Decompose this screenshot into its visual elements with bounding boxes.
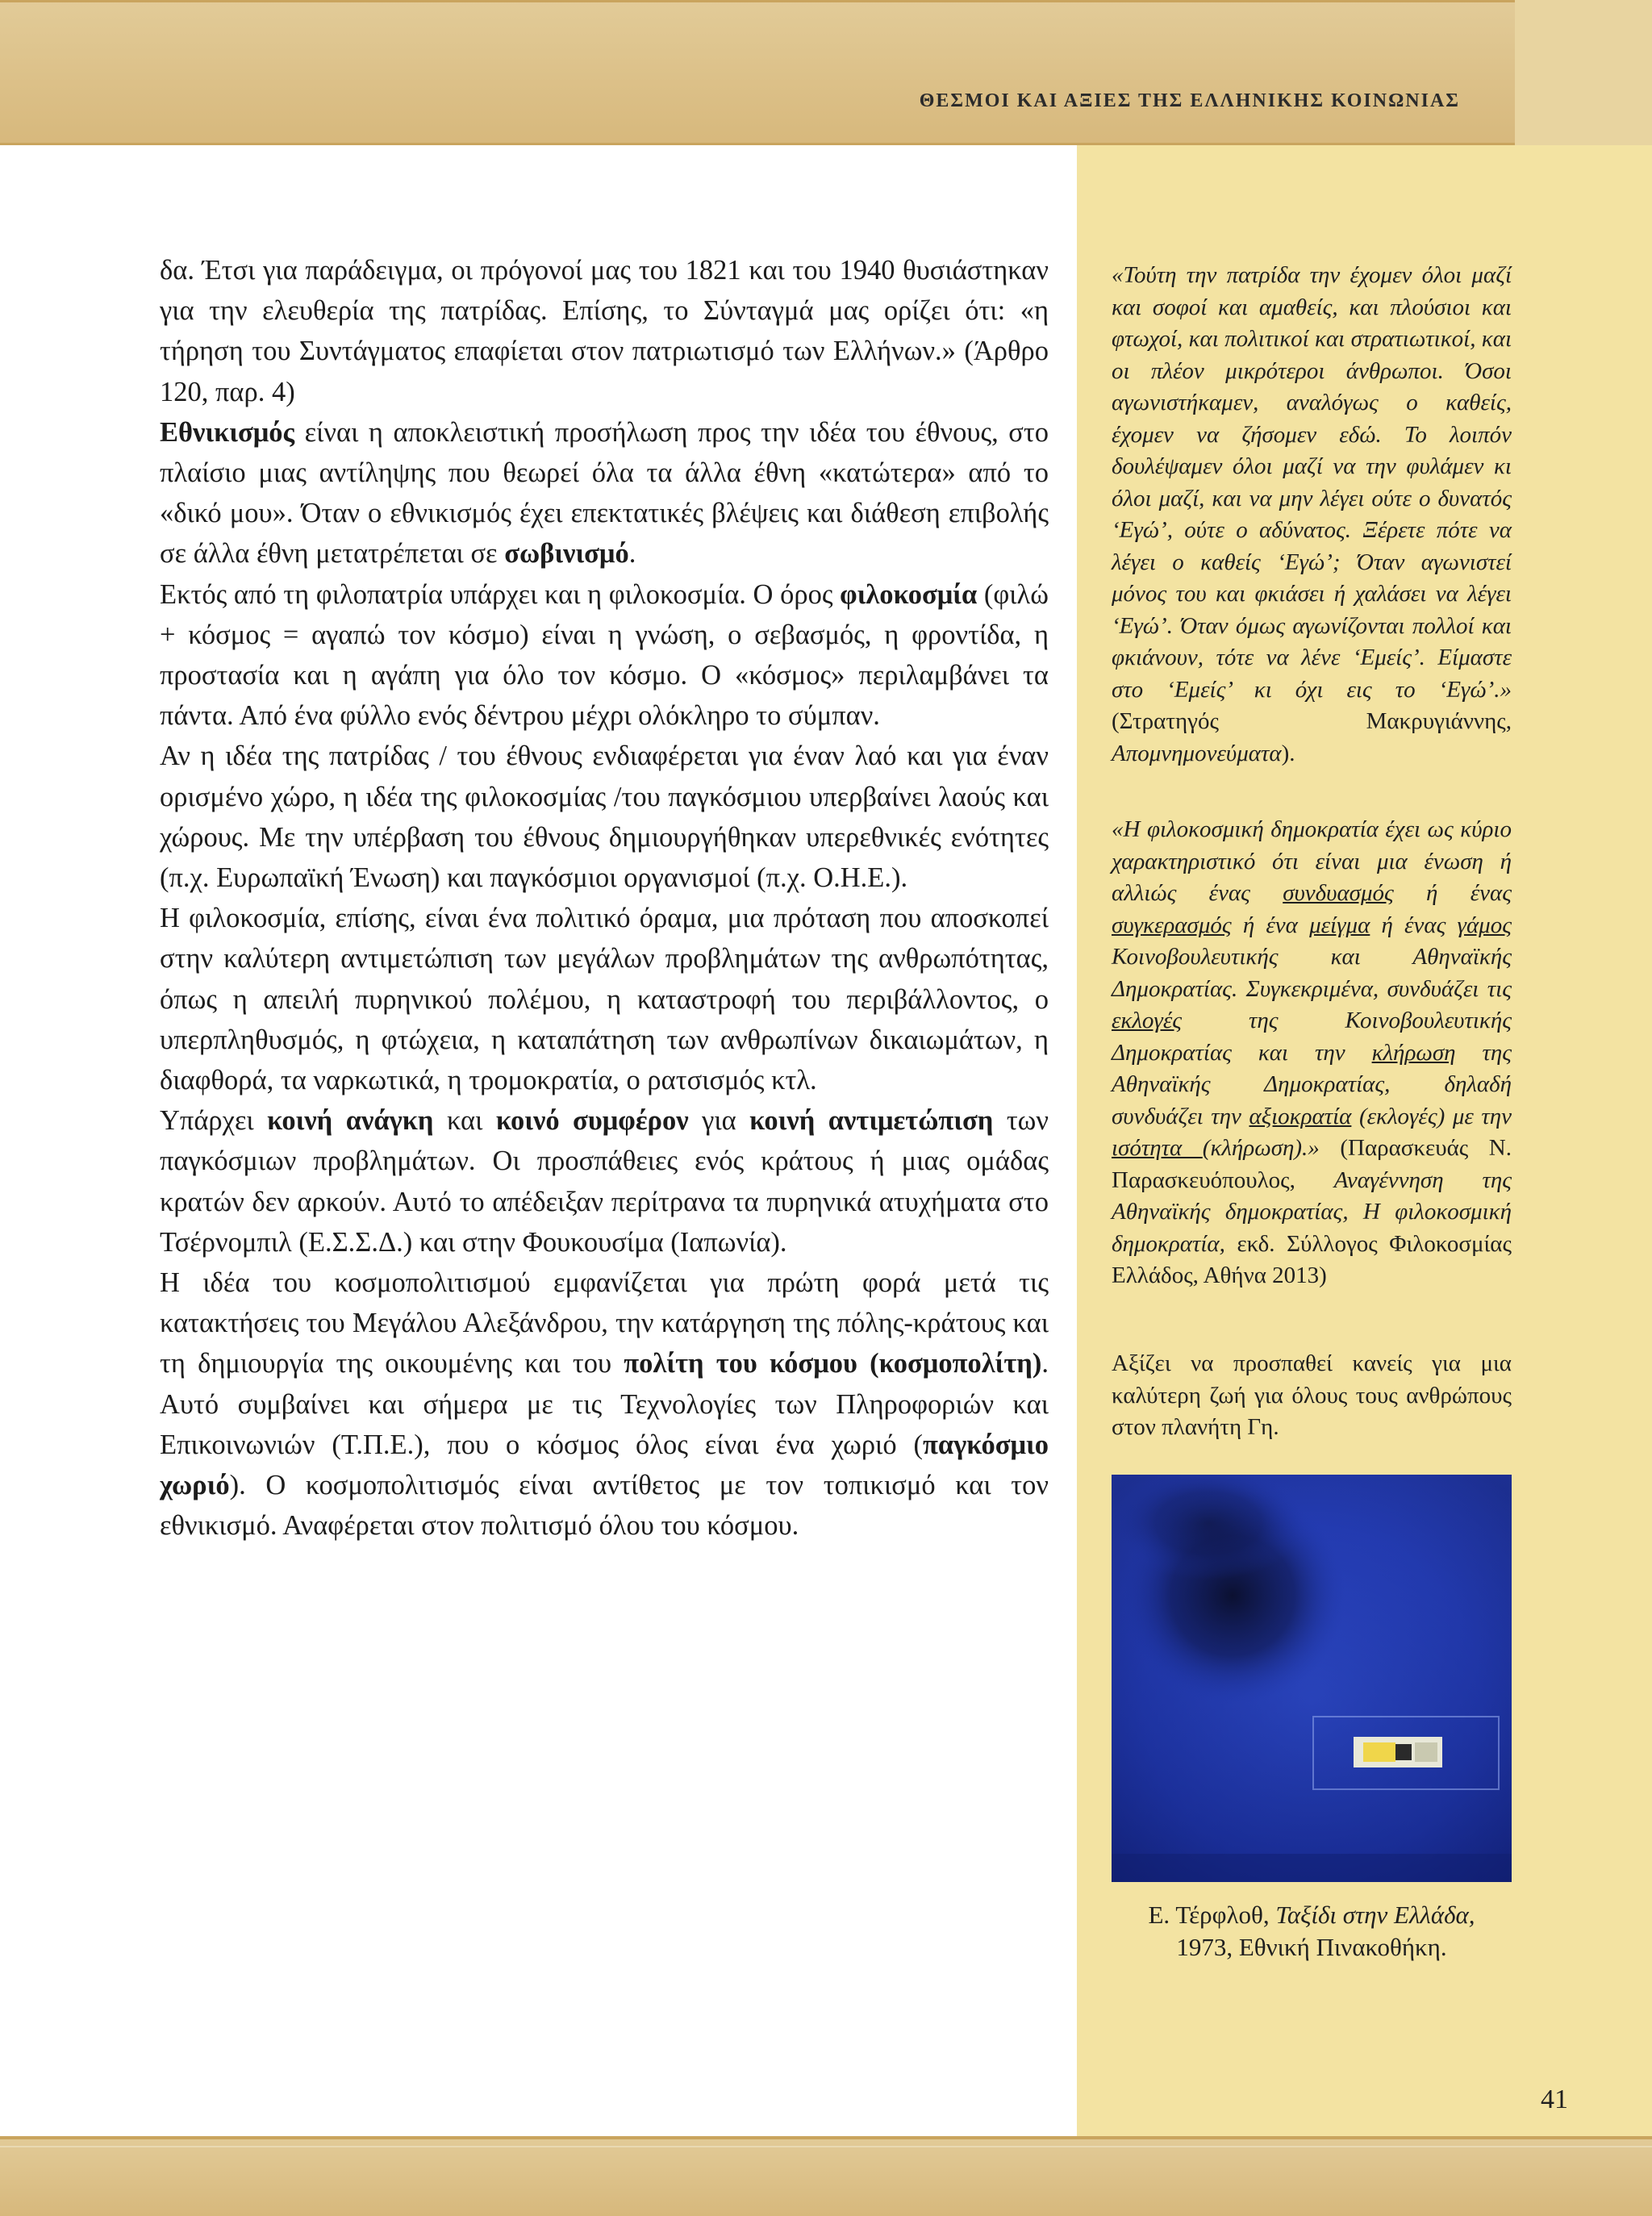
paragraph: δα. Έτσι για παράδειγμα, οι πρόγονοί μας του 1821 και του 1940 θυσιάστηκαν για την ελευθερία της πατρίδας. Επίσης, το Σύνταγμά μας ορίζει ότι: «η τήρηση του Συντάγματος επαφίεται στον πατριωτισμό των Ελλήνων.» (Άρθρο 120, παρ. 4) bbox=[160, 255, 1049, 407]
quote-source: ). bbox=[1281, 740, 1295, 766]
paragraph-text: ). Ο κοσμοπολιτισμός είναι αντίθετος με τον τοπικισμό και τον εθνικισμό. Αναφέρεται στον πολιτισμό όλου του κόσμου. bbox=[160, 1470, 1049, 1542]
underlined-term: συνδυασμός bbox=[1283, 880, 1394, 906]
paragraph-text: . bbox=[628, 538, 636, 570]
philokosmia-quote bbox=[1112, 814, 1512, 1292]
term-bold: κοινή αντιμετώπιση bbox=[749, 1105, 994, 1137]
header-rule-top bbox=[0, 0, 1515, 2]
footer-rule-light bbox=[0, 2146, 1652, 2147]
term-bold: πολίτη του κόσμου (κοσμοπολίτη) bbox=[624, 1348, 1042, 1379]
painting-artwork bbox=[1112, 1475, 1512, 1882]
main-column bbox=[160, 250, 1049, 1546]
footer-rule bbox=[0, 2136, 1652, 2139]
quote-fragment: (εκλογές) με την bbox=[1351, 1103, 1512, 1129]
paragraph: Η φιλοκοσμία, επίσης, είναι ένα πολιτικό όραμα, μια πρόταση που αποσκοπεί στην καλύτερη αντιμετώπιση των μεγάλων προβλημάτων της ανθρωπότητας, όπως η απειλή πυρηνικού πολέμου, η καταστροφή του περιβάλλοντος, ο υπερπληθυσμός, η φτώχεια, η καταπάτηση των ανθρωπίνων δικαιωμάτων, η διαφθορά, τα ναρκωτικά, η τρομοκρατία, ο ρατσισμός κτλ. bbox=[160, 903, 1049, 1096]
quote-fragment: της Κοινοβουλευτικής Δημοκρατίας και την bbox=[1112, 1008, 1512, 1066]
underlined-term: ισότητα bbox=[1112, 1135, 1203, 1161]
term-bold: κοινό συμφέρον bbox=[495, 1105, 689, 1137]
term-bold: κοινή ανάγκη bbox=[267, 1105, 434, 1137]
header-corner-strip bbox=[1515, 0, 1652, 145]
quote-source: (Παρασκευάς Ν. Παρασκευόπουλος, bbox=[1112, 1135, 1512, 1193]
quote-text: «Τούτη την πατρίδα την έχομεν όλοι μαζί και σοφοί και αμαθείς, και πλούσιοι και φτωχοί, και πολιτικοί και στρατιωτικοί, και οι πλέον μικρότεροι άνθρωποι. Όσοι αγωνιστήκαμεν, αναλόγως ο καθείς, έχομεν να ζήσομεν εδώ. Το λοιπόν δουλέψαμεν όλοι μαζί να την φυλάμεν κι όλοι μαζί, και να μην λέγει ούτε ο δυνατός ‘Εγώ’, ούτε ο αδύνατος. Ξέρετε πότε να λέγει ο καθείς ‘Εγώ’; Όταν αγωνιστεί μόνος του και φκιάσει ή χαλάσει να λέγει ‘Εγώ’. Όταν όμως αγωνίζονται πολλοί και φκιάνουν, τότε να λένε ‘Εμείς’. Είμαστε στο ‘Εμείς’ κι όχι εις το ‘Εγώ’.» bbox=[1112, 262, 1512, 703]
quote-fragment: «Η φιλοκοσμική δημοκρατία έχει ως κύριο χαρακτηριστικό ότι είναι μια ένωση ή αλλιώς ένας bbox=[1112, 816, 1512, 906]
makrygiannis-quote bbox=[1112, 260, 1512, 770]
term-bold: παγκόσμιο χωριό bbox=[160, 1429, 1049, 1501]
quote-fragment: ή ένας bbox=[1393, 880, 1512, 906]
quote-fragment: ή ένα bbox=[1231, 912, 1310, 938]
paragraph bbox=[160, 412, 1049, 574]
paragraph-text: για bbox=[688, 1105, 750, 1137]
term-bold: Εθνικισμός bbox=[160, 416, 295, 448]
quote-fragment: της Αθηναϊκής Δημοκρατίας, δηλαδή συνδυάζει την bbox=[1112, 1039, 1512, 1129]
quote-source-title: Αναγέννηση της Αθηναϊκής δημοκρατίας, Η φιλοκοσμική δημοκρατία, bbox=[1112, 1166, 1512, 1257]
quote-fragment: Κοινοβουλευτικής και Αθηναϊκής Δημοκρατίας. Συγκεκριμένα, συνδυάζει τις bbox=[1112, 944, 1512, 1002]
caption-details: 1973, Εθνική Πινακοθήκη. bbox=[1176, 1933, 1447, 1961]
paragraph bbox=[160, 1262, 1049, 1546]
painting-image bbox=[1112, 1475, 1512, 1882]
paragraph bbox=[160, 574, 1049, 737]
underlined-term: εκλογές bbox=[1112, 1008, 1183, 1033]
term-bold: φιλοκοσμία bbox=[840, 578, 978, 610]
paragraph-text: . Αυτό συμβαίνει και σήμερα με τις Τεχνολογίες των Πληροφοριών και Επικοινωνιών (Τ.Π.Ε.), που ο κόσμος όλος είναι ένα χωριό ( bbox=[160, 1348, 1049, 1460]
paragraph-text: Εκτός από τη φιλοπατρία υπάρχει και η φιλοκοσμία. Ο όρος bbox=[160, 578, 841, 610]
quote-fragment: ή ένας bbox=[1370, 912, 1458, 938]
underlined-term: συγκερασμός bbox=[1112, 912, 1232, 938]
underlined-term: αξιοκρατία bbox=[1249, 1103, 1352, 1129]
paragraph bbox=[160, 1100, 1049, 1262]
quote-fragment: (κλήρωση).» bbox=[1202, 1135, 1320, 1161]
underlined-term: μείγμα bbox=[1309, 912, 1370, 938]
header-band bbox=[0, 0, 1515, 145]
quote-text bbox=[1112, 816, 1512, 1161]
quote-source: (Στρατηγός Μακρυγιάννης, bbox=[1112, 708, 1512, 734]
paragraph: Αν η ιδέα της πατρίδας / του έθνους ενδιαφέρεται για έναν λαό και για έναν ορισμένο χώρο, η ιδέα της φιλοκοσμίας /του παγκόσμιου υπερβαίνει λαούς και χώρους. Με την υπέρβαση του έθνους δημιουργήθηκαν υπερεθνικές ενότητες (π.χ. Ευρωπαϊκή Ένωση) και παγκόσμιοι οργανισμοί (π.χ. Ο.Η.Ε.). bbox=[160, 741, 1049, 894]
footer-band bbox=[0, 2136, 1652, 2216]
paragraph-text: Η ιδέα του κοσμοπολιτισμού εμφανίζεται για πρώτη φορά μετά τις κατακτήσεις του Μεγάλου Αλεξάνδρου, την κατάργηση της πόλης-κράτους και τη δημιουργία της οικουμένης και του bbox=[160, 1267, 1049, 1379]
paragraph-text: και bbox=[433, 1105, 496, 1137]
quote-source-title: Απομνημονεύματα bbox=[1112, 740, 1282, 766]
caption-title: Ταξίδι στην Ελλάδα, bbox=[1275, 1901, 1475, 1929]
underlined-term: κλήρωση bbox=[1371, 1039, 1456, 1066]
running-header-title: ΘΕΣΜΟΙ ΚΑΙ ΑΞΙΕΣ ΤΗΣ ΕΛΛΗΝΙΚΗΣ ΚΟΙΝΩΝΙΑΣ bbox=[919, 90, 1460, 111]
paragraph-text: Υπάρχει bbox=[160, 1105, 268, 1137]
paragraph-text: (φιλώ + κόσμος = αγαπώ τον κόσμο) είναι η γνώση, ο σεβασμός, η φροντίδα, η προστασία και η αγάπη για όλο τον κόσμο. Ο «κόσμος» περιλαμβάνει τα πάντα. Από ένα φύλλο ενός δέντρου μέχρι ολόκληρο το σύμπαν. bbox=[160, 578, 1049, 732]
underlined-term: γάμος bbox=[1457, 912, 1512, 938]
quote-source: εκδ. Σύλλογος Φιλοκοσμίας Ελλάδος, Αθήνα 2013) bbox=[1112, 1230, 1512, 1288]
page-number: 41 bbox=[1541, 2085, 1568, 2114]
sidebar-note: Αξίζει να προσπαθεί κανείς για μια καλύτερη ζωή για όλους τους ανθρώπους στον πλανήτη Γη. bbox=[1112, 1350, 1512, 1440]
paragraph-text: είναι η αποκλειστική προσήλωση προς την ιδέα του έθνους, στο πλαίσιο μιας αντίληψης που θεωρεί όλα τα άλλα έθνη «κατώτερα» από το «δικό μου». Όταν ο εθνικισμός έχει επεκτατικές βλέψεις και διάθεση επιβολής σε άλλα έθνη μετατρέπεται σε bbox=[160, 416, 1049, 570]
caption-author: Ε. Τέρφλοθ, bbox=[1148, 1901, 1276, 1929]
term-bold: σωβινισμό bbox=[504, 538, 629, 570]
painting-caption bbox=[1112, 1899, 1512, 1964]
paragraph-text: των παγκόσμιων προβλημάτων. Οι προσπάθειες ενός κράτους ή μιας ομάδας κρατών δεν αρκούν. Αυτό το απέδειξαν περίτρανα τα πυρηνικά ατυχήματα στο Τσέρνομπιλ (Ε.Σ.Σ.Δ.) και στην Φουκουσίμα (Ιαπωνία). bbox=[160, 1105, 1049, 1258]
